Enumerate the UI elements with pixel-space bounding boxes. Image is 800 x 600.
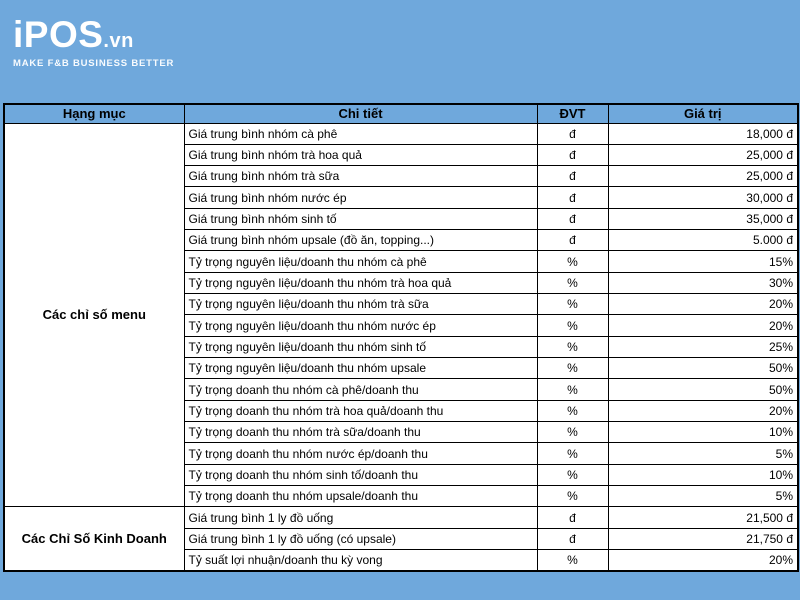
detail-cell: Giá trung bình 1 ly đồ uống (có upsale) <box>184 528 537 549</box>
value-cell: 50% <box>608 358 798 379</box>
unit-cell: % <box>537 336 608 357</box>
detail-cell: Giá trung bình nhóm nước ép <box>184 187 537 208</box>
value-cell: 10% <box>608 422 798 443</box>
column-header-dvt: ĐVT <box>537 104 608 123</box>
value-cell: 30% <box>608 272 798 293</box>
value-cell: 15% <box>608 251 798 272</box>
value-cell: 20% <box>608 315 798 336</box>
logo-main-text: iPOS <box>13 14 104 55</box>
unit-cell: % <box>537 464 608 485</box>
value-cell: 5% <box>608 443 798 464</box>
value-cell: 25% <box>608 336 798 357</box>
unit-cell: đ <box>537 230 608 251</box>
unit-cell: % <box>537 315 608 336</box>
unit-cell: đ <box>537 507 608 528</box>
value-cell: 20% <box>608 550 798 571</box>
detail-cell: Tỷ trọng doanh thu nhóm sinh tố/doanh thu <box>184 464 537 485</box>
value-cell: 20% <box>608 400 798 421</box>
unit-cell: đ <box>537 144 608 165</box>
unit-cell: đ <box>537 123 608 144</box>
column-header-hang-muc: Hạng mục <box>4 104 184 123</box>
unit-cell: % <box>537 379 608 400</box>
value-cell: 21,750 đ <box>608 528 798 549</box>
detail-cell: Tỷ trọng doanh thu nhóm cà phê/doanh thu <box>184 379 537 400</box>
value-cell: 30,000 đ <box>608 187 798 208</box>
table-header <box>4 104 798 123</box>
unit-cell: % <box>537 422 608 443</box>
unit-cell: đ <box>537 187 608 208</box>
logo-tagline: MAKE F&B BUSINESS BETTER <box>13 58 175 69</box>
detail-cell: Tỷ trọng doanh thu nhóm trà sữa/doanh thu <box>184 422 537 443</box>
unit-cell: % <box>537 358 608 379</box>
table-row <box>4 507 798 528</box>
unit-cell: % <box>537 251 608 272</box>
table-row <box>4 123 798 144</box>
detail-cell: Tỷ trọng nguyên liệu/doanh thu nhóm sinh tố <box>184 336 537 357</box>
logo-text <box>13 16 174 53</box>
ipos-logo <box>13 16 174 69</box>
detail-cell: Giá trung bình nhóm trà sữa <box>184 166 537 187</box>
column-header-gia-tri: Giá trị <box>608 104 798 123</box>
unit-cell: % <box>537 400 608 421</box>
value-cell: 25,000 đ <box>608 166 798 187</box>
value-cell: 35,000 đ <box>608 208 798 229</box>
value-cell: 20% <box>608 294 798 315</box>
detail-cell: Tỷ trọng doanh thu nhóm nước ép/doanh thu <box>184 443 537 464</box>
detail-cell: Tỷ trọng doanh thu nhóm trà hoa quả/doanh thu <box>184 400 537 421</box>
unit-cell: đ <box>537 166 608 187</box>
group-cell: Các chỉ số menu <box>4 123 184 507</box>
detail-cell: Tỷ trọng nguyên liệu/doanh thu nhóm cà phê <box>184 251 537 272</box>
group-cell: Các Chỉ Số Kinh Doanh <box>4 507 184 571</box>
value-cell: 5% <box>608 486 798 507</box>
value-cell: 10% <box>608 464 798 485</box>
value-cell: 21,500 đ <box>608 507 798 528</box>
unit-cell: % <box>537 443 608 464</box>
table-body <box>4 123 798 571</box>
value-cell: 25,000 đ <box>608 144 798 165</box>
value-cell: 5.000 đ <box>608 230 798 251</box>
logo-suffix-text: .vn <box>103 30 134 52</box>
unit-cell: % <box>537 272 608 293</box>
unit-cell: % <box>537 486 608 507</box>
column-header-chi-tiet: Chi tiết <box>184 104 537 123</box>
detail-cell: Giá trung bình nhóm trà hoa quả <box>184 144 537 165</box>
unit-cell: % <box>537 550 608 571</box>
header-row <box>4 104 798 123</box>
value-cell: 18,000 đ <box>608 123 798 144</box>
detail-cell: Tỷ suất lợi nhuận/doanh thu kỳ vong <box>184 550 537 571</box>
detail-cell: Tỷ trọng nguyên liệu/doanh thu nhóm upsale <box>184 358 537 379</box>
top-banner <box>0 0 800 103</box>
detail-cell: Tỷ trọng nguyên liệu/doanh thu nhóm trà hoa quả <box>184 272 537 293</box>
detail-cell: Giá trung bình nhóm cà phê <box>184 123 537 144</box>
detail-cell: Tỷ trọng doanh thu nhóm upsale/doanh thu <box>184 486 537 507</box>
unit-cell: đ <box>537 528 608 549</box>
unit-cell: đ <box>537 208 608 229</box>
value-cell: 50% <box>608 379 798 400</box>
unit-cell: % <box>537 294 608 315</box>
metrics-table <box>3 103 799 572</box>
detail-cell: Giá trung bình 1 ly đồ uống <box>184 507 537 528</box>
detail-cell: Giá trung bình nhóm upsale (đồ ăn, topping...) <box>184 230 537 251</box>
detail-cell: Tỷ trọng nguyên liệu/doanh thu nhóm nước ép <box>184 315 537 336</box>
detail-cell: Giá trung bình nhóm sinh tố <box>184 208 537 229</box>
detail-cell: Tỷ trọng nguyên liệu/doanh thu nhóm trà sữa <box>184 294 537 315</box>
